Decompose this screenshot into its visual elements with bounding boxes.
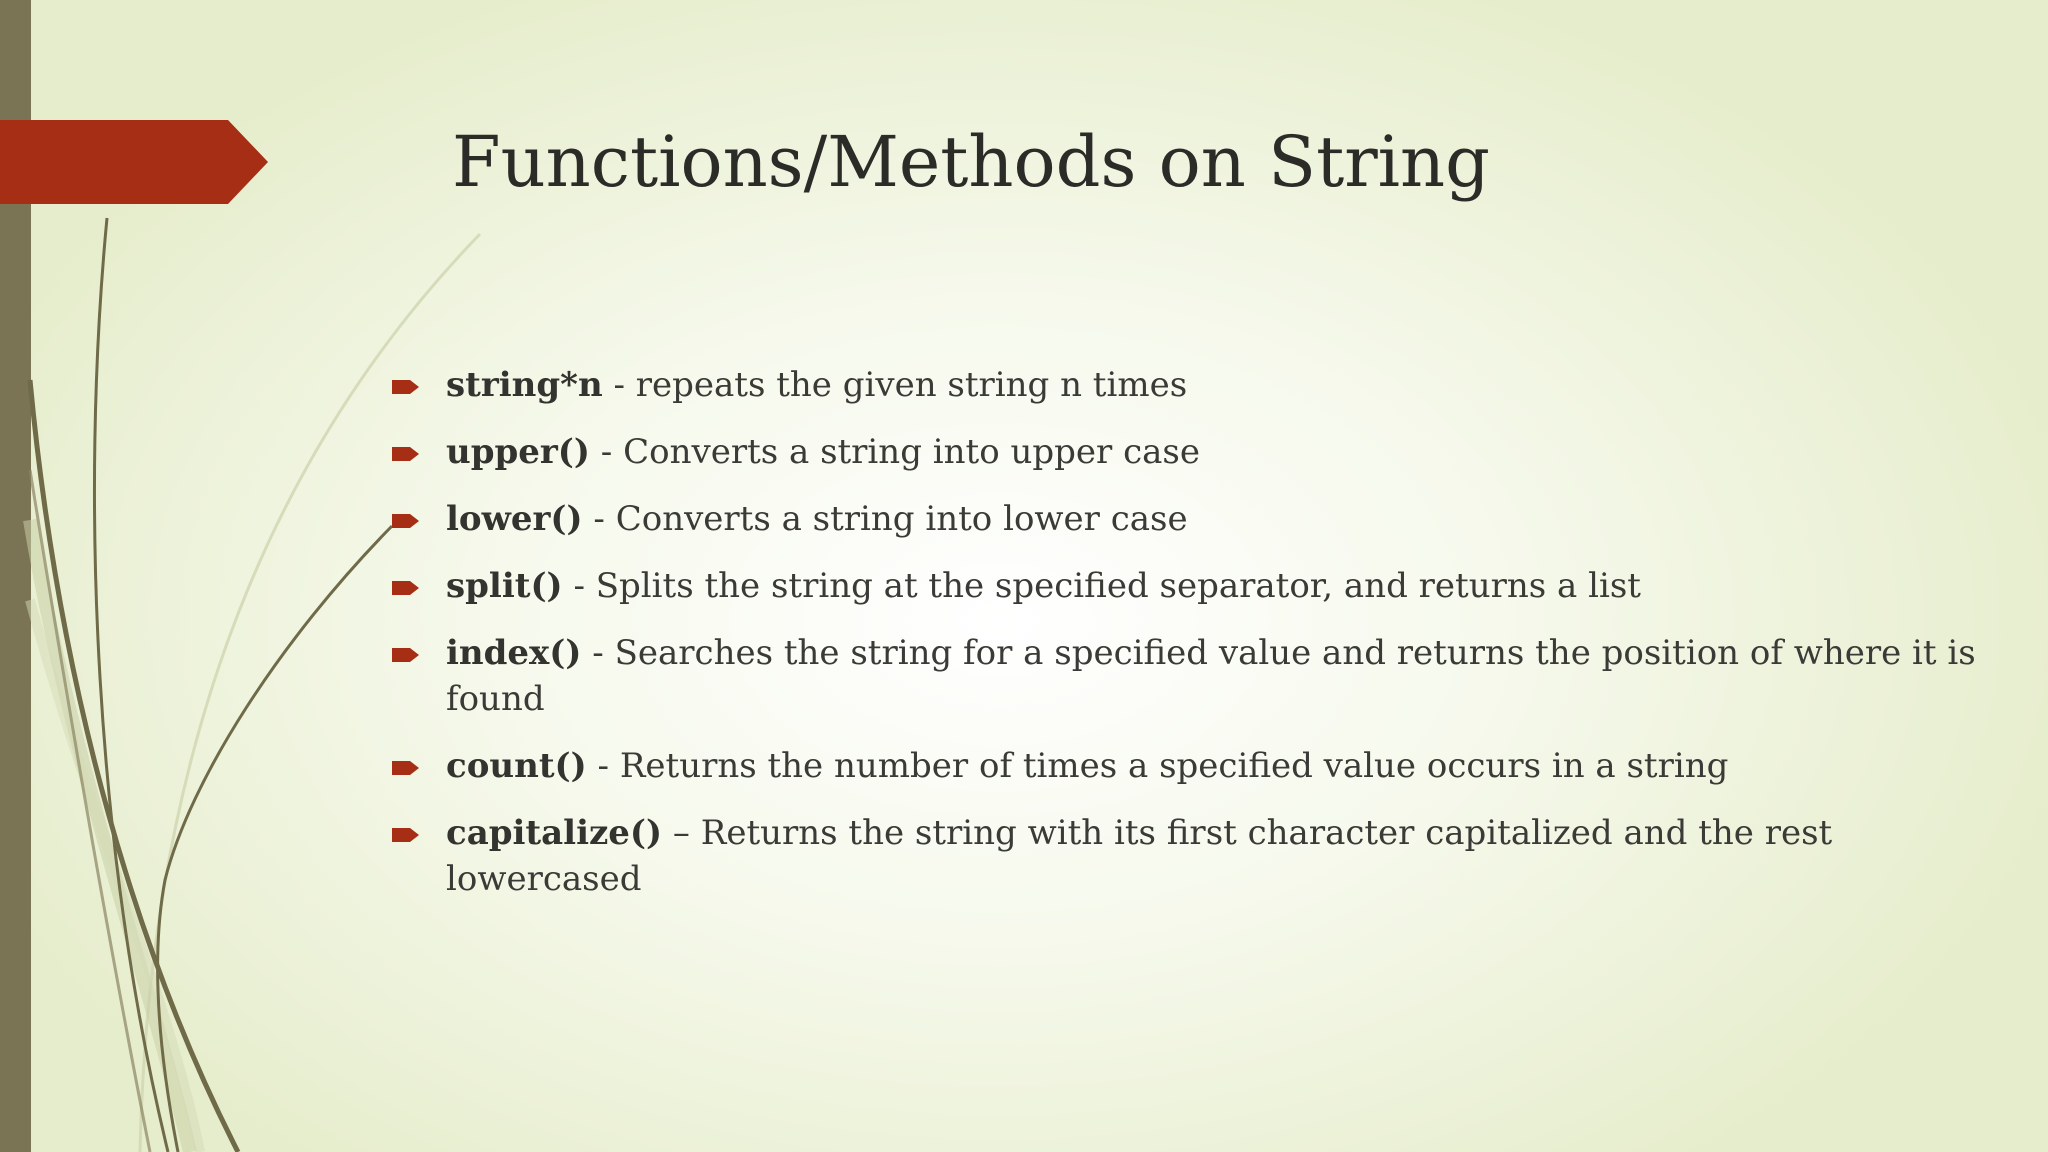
bullet-item-split	[392, 563, 2012, 609]
bullet-list	[392, 362, 2012, 923]
bullet-description: Converts a string into lower case	[615, 499, 1188, 539]
bullet-item-count	[392, 743, 2012, 789]
bullet-separator: -	[562, 566, 596, 606]
bullet-description: Returns the number of times a specified value occurs in a string	[619, 746, 1729, 786]
bullet-item-string-repeat	[392, 362, 2012, 408]
bullet-separator: -	[581, 633, 615, 673]
bullet-keyword: upper()	[446, 432, 590, 472]
slide-title: Functions/Methods on String	[452, 121, 1490, 203]
arrow-right-icon	[392, 826, 420, 844]
title-banner-arrow	[0, 120, 268, 204]
bullet-separator: -	[602, 365, 636, 405]
arrow-right-icon	[392, 445, 420, 463]
arrow-right-icon	[392, 646, 420, 664]
bullet-description: Returns the string with its first character capitalized and the rest lowercased	[446, 813, 1833, 899]
left-accent-bar	[0, 0, 31, 1152]
bullet-description: Searches the string for a specified value and returns the position of where it is found	[446, 633, 1976, 719]
bullet-separator: -	[586, 746, 620, 786]
bullet-item-upper	[392, 429, 2012, 475]
arrow-right-icon	[392, 579, 420, 597]
bullet-item-lower	[392, 496, 2012, 542]
bullet-keyword: lower()	[446, 499, 583, 539]
bullet-separator: -	[590, 432, 624, 472]
bullet-description: Splits the string at the specified separator, and returns a list	[595, 566, 1641, 606]
bullet-keyword: capitalize()	[446, 813, 663, 853]
bullet-keyword: index()	[446, 633, 582, 673]
arrow-right-icon	[392, 759, 420, 777]
bullet-item-index	[392, 630, 2012, 722]
bullet-separator: –	[662, 813, 701, 853]
arrow-right-icon	[392, 512, 420, 530]
bullet-keyword: count()	[446, 746, 587, 786]
bullet-keyword: string*n	[446, 365, 603, 405]
arrow-right-icon	[392, 378, 420, 396]
bullet-keyword: split()	[446, 566, 563, 606]
bullet-separator: -	[582, 499, 616, 539]
bullet-description: repeats the given string n times	[635, 365, 1188, 405]
bullet-item-capitalize	[392, 810, 2012, 902]
bullet-description: Converts a string into upper case	[623, 432, 1200, 472]
